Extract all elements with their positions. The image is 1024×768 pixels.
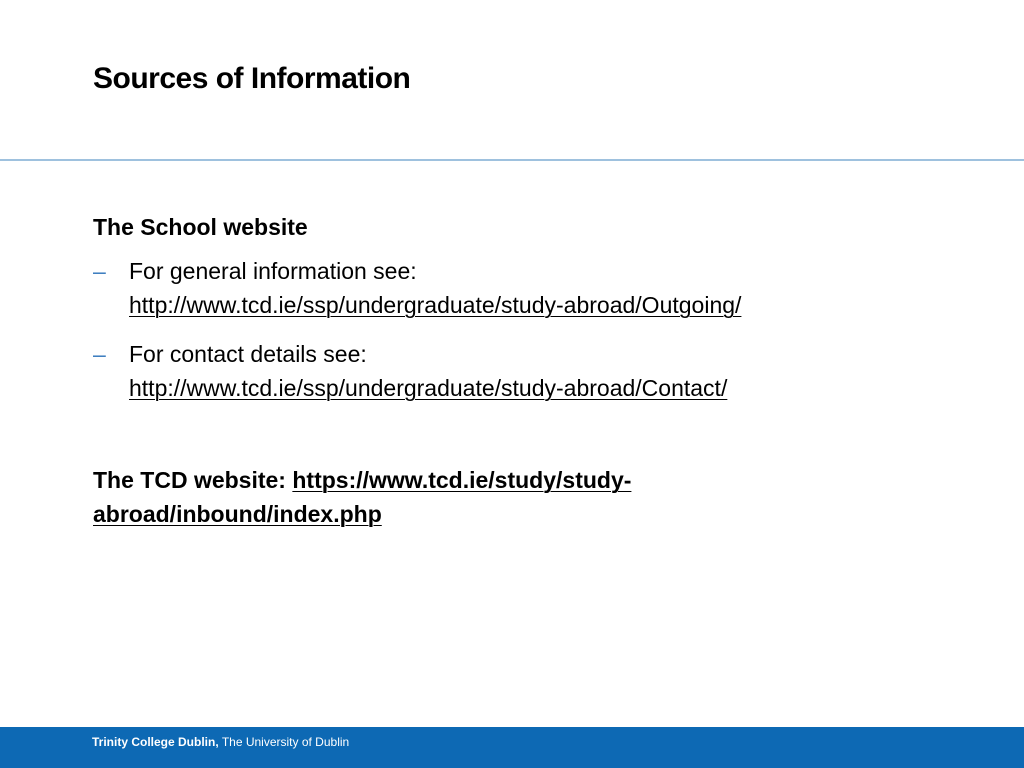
tcd-inbound-link[interactable]: https://www.tcd.ie/study/study-abroad/inbound/index.php — [93, 467, 632, 527]
footer-subtitle: The University of Dublin — [221, 735, 350, 749]
list-item — [93, 337, 973, 405]
bullet-text: For general information see: — [129, 258, 417, 284]
footer-bar — [0, 727, 1024, 768]
tcd-website-block — [93, 463, 713, 531]
tcd-website-label: The TCD website: — [93, 467, 286, 493]
school-website-heading: The School website — [93, 214, 308, 240]
footer-text — [92, 735, 349, 749]
list-item — [93, 254, 973, 322]
bullet-text: For contact details see: — [129, 341, 367, 367]
footer-institution: Trinity College Dublin, — [92, 735, 219, 749]
outgoing-link[interactable]: http://www.tcd.ie/ssp/undergraduate/study-abroad/Outgoing/ — [129, 292, 742, 318]
bullet-list — [93, 254, 973, 405]
title-divider — [0, 159, 1024, 161]
slide-content — [93, 210, 973, 531]
dash-bullet-icon: – — [93, 341, 106, 367]
page-title: Sources of Information — [93, 62, 411, 95]
contact-link[interactable]: http://www.tcd.ie/ssp/undergraduate/study-abroad/Contact/ — [129, 375, 728, 401]
dash-bullet-icon: – — [93, 258, 106, 284]
